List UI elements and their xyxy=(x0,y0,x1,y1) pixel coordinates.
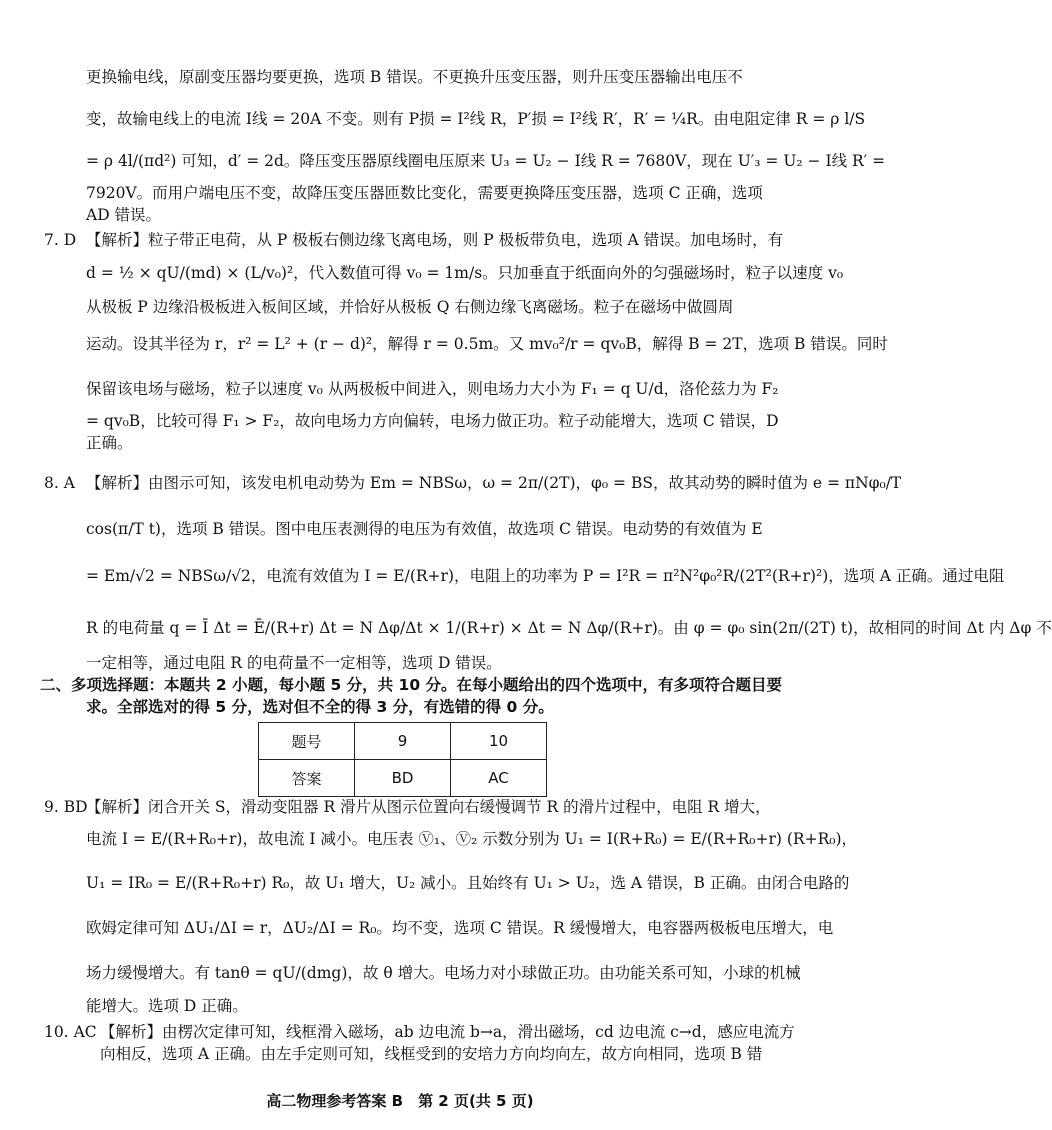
section-heading: 二、多项选择题：本题共 2 小题，每小题 5 分，共 10 分。在每小题给出的四个选项中，有多项符合题目要 xyxy=(40,676,783,694)
text-line: = ρ 4l/(πd²) 可知，d′ = 2d。降压变压器原线圈电压原来 U₃ = U₂ − I线 R = 7680V，现在 U′₃ = U₂ − I线 R′ = xyxy=(86,152,886,170)
text-line: 向相反，选项 A 正确。由左手定则可知，线框受到的安培力方向均向左，故方向相同，选项 B 错 xyxy=(100,1045,763,1063)
table-cell: BD xyxy=(355,760,451,797)
text-line: cos(π/T t)，选项 B 错误。图中电压表测得的电压为有效值，故选项 C 错误。电动势的有效值为 E xyxy=(86,520,763,538)
text-line: 【解析】由图示可知，该发电机电动势为 Em = NBSω，ω = 2π/(2T)，φ₀ = BS，故其动势的瞬时值为 e = πNφ₀/T xyxy=(86,474,902,492)
page-footer: 高二物理参考答案 B 第 2 页(共 5 页) xyxy=(266,1092,534,1110)
section-heading: 求。全部选对的得 5 分，选对但不全的得 3 分，有选错的得 0 分。 xyxy=(86,698,554,716)
text-line: 【解析】由楞次定律可知，线框滑入磁场，ab 边电流 b→a，滑出磁场，cd 边电流 c→d，感应电流方 xyxy=(100,1023,795,1041)
text-line: 保留该电场与磁场，粒子以速度 v₀ 从两极板中间进入，则电场力大小为 F₁ = q U/d，洛伦兹力为 F₂ xyxy=(86,380,779,398)
text-line: R 的电荷量 q = Ī Δt = Ē/(R+r) Δt = N Δφ/Δt × 1/(R+r) × Δt = N Δφ/(R+r)。由 φ = φ₀ sin(2π/(2T) t)，故相同的时间 Δt 内 Δφ 不 xyxy=(86,619,1052,637)
text-line: 【解析】闭合开关 S，滑动变阻器 R 滑片从图示位置向右缓慢调节 R 的滑片过程中，电阻 R 增大， xyxy=(86,798,771,816)
table-row xyxy=(259,723,547,760)
answer-table xyxy=(258,722,547,797)
text-line: 能增大。选项 D 正确。 xyxy=(86,997,248,1015)
text-line: 运动。设其半径为 r，r² = L² + (r − d)²，解得 r = 0.5m。又 mv₀²/r = qv₀B，解得 B = 2T，选项 B 错误。同时 xyxy=(86,335,888,353)
text-line: = Em/√2 = NBSω/√2，电流有效值为 I = E/(R+r)，电阻上的功率为 P = I²R = π²N²φ₀²R/(2T²(R+r)²)，选项 A 正确。通过电阻 xyxy=(86,567,1005,585)
text-line: 【解析】粒子带正电荷，从 P 极板右侧边缘飞离电场，则 P 极板带负电，选项 A 错误。加电场时，有 xyxy=(86,231,784,249)
text-line: 变，故输电线上的电流 I线 = 20A 不变。则有 P损 = I²线 R，P′损 = I²线 R′，R′ = ¼R。由电阻定律 R = ρ l/S xyxy=(86,110,866,128)
text-line: 一定相等，通过电阻 R 的电荷量不一定相等，选项 D 错误。 xyxy=(86,654,502,672)
text-line: 更换输电线，原副变压器均要更换，选项 B 错误。不更换升压变压器，则升压变压器输出电压不 xyxy=(86,68,743,86)
table-row xyxy=(259,760,547,797)
question-number: 9. BD xyxy=(44,798,88,816)
text-line: 正确。 xyxy=(86,434,133,452)
table-header-cell: 题号 xyxy=(259,723,355,760)
text-line: AD 错误。 xyxy=(86,206,162,224)
text-line: 场力缓慢增大。有 tanθ = qU/(dmg)，故 θ 增大。电场力对小球做正功。由功能关系可知，小球的机械 xyxy=(86,964,801,982)
text-line: 电流 I = E/(R+R₀+r)，故电流 I 减小。电压表 Ⓥ₁、Ⓥ₂ 示数分别为 U₁ = I(R+R₀) = E/(R+R₀+r) (R+R₀)， xyxy=(86,830,857,848)
table-header-cell: 答案 xyxy=(259,760,355,797)
text-line: U₁ = IR₀ = E/(R+R₀+r) R₀，故 U₁ 增大，U₂ 减小。且始终有 U₁ > U₂，选 A 错误，B 正确。由闭合电路的 xyxy=(86,874,850,892)
table-cell: AC xyxy=(451,760,547,797)
text-line: 7920V。而用户端电压不变，故降压变压器匝数比变化，需要更换降压变压器，选项 C 正确，选项 xyxy=(86,184,763,202)
text-line: d = ½ × qU/(md) × (L/v₀)²，代入数值可得 v₀ = 1m/s。只加垂直于纸面向外的匀强磁场时，粒子以速度 v₀ xyxy=(86,264,844,282)
table-cell: 9 xyxy=(355,723,451,760)
text-line: 从极板 P 边缘沿极板进入板间区域，并恰好从极板 Q 右侧边缘飞离磁场。粒子在磁场中做圆周 xyxy=(86,298,734,316)
question-number: 8. A xyxy=(44,474,75,492)
question-number: 10. AC xyxy=(44,1023,97,1041)
text-line: 欧姆定律可知 ΔU₁/ΔI = r，ΔU₂/ΔI = R₀。均不变，选项 C 错误。R 缓慢增大，电容器两极板电压增大，电 xyxy=(86,919,834,937)
text-line: = qv₀B，比较可得 F₁ > F₂，故向电场力方向偏转，电场力做正功。粒子动能增大，选项 C 错误，D xyxy=(86,412,779,430)
question-number: 7. D xyxy=(44,231,77,249)
table-cell: 10 xyxy=(451,723,547,760)
